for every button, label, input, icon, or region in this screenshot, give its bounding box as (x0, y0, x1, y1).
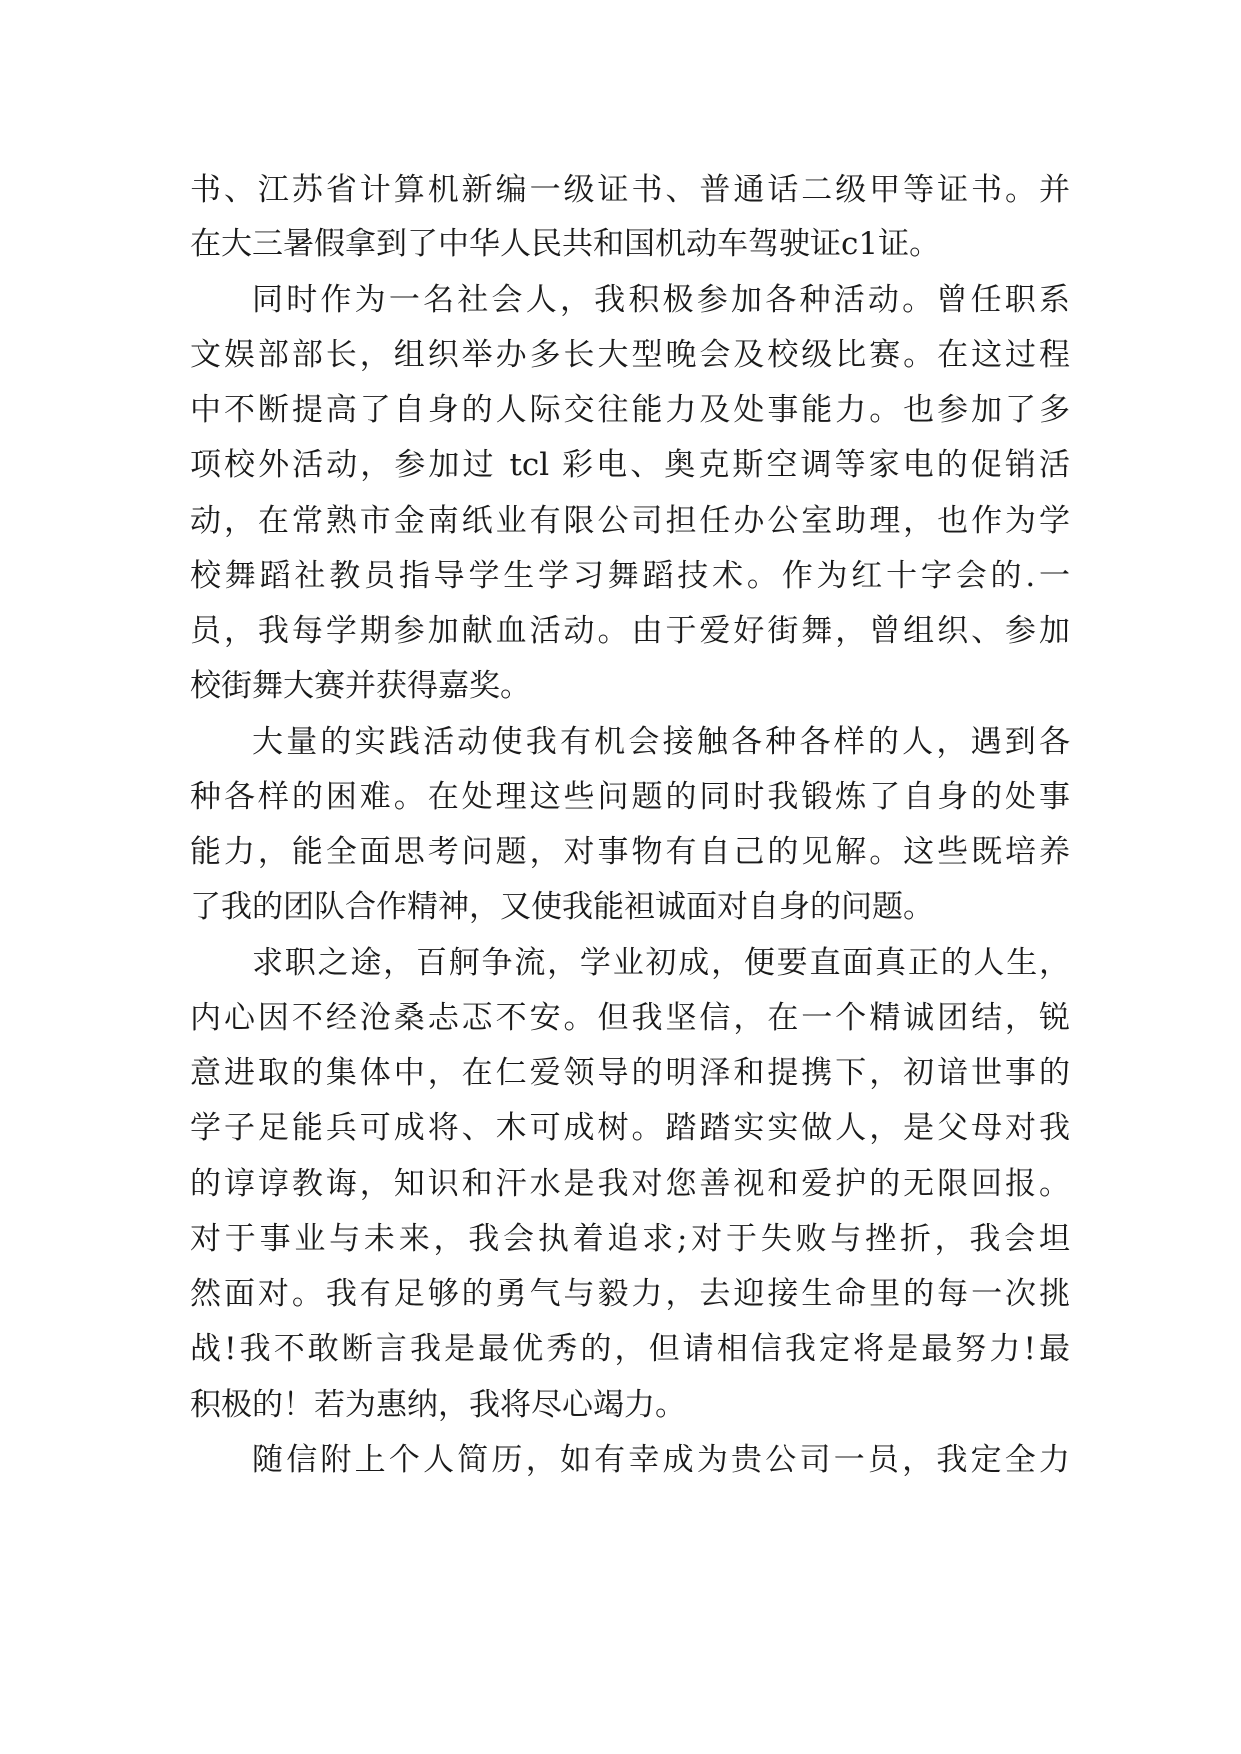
text-line: 员，我每学期参加献血活动。由于爱好街舞，曾组织、参加 (190, 613, 1070, 649)
paragraph-first-line: 随信附上个人简历，如有幸成为贵公司一员，我定全力 (252, 1442, 1070, 1478)
paragraph-first-line: 求职之途，百舸争流，学业初成，便要直面真正的人生， (252, 945, 1070, 981)
text-line: 意进取的集体中，在仁爱领导的明泽和提携下，初谙世事的 (190, 1055, 1070, 1091)
text-line: 然面对。我有足够的勇气与毅力，去迎接生命里的每一次挑 (190, 1276, 1070, 1312)
text-line: 的谆谆教诲，知识和汗水是我对您善视和爱护的无限回报。 (190, 1166, 1070, 1202)
text-line: 校舞蹈社教员指导学生学习舞蹈技术。作为红十字会的.一 (190, 558, 1070, 594)
text-line: 战!我不敢断言我是最优秀的，但请相信我定将是最努力!最 (190, 1331, 1070, 1367)
text-line: 中不断提高了自身的人际交往能力及处事能力。也参加了多 (190, 392, 1070, 428)
paragraph-first-line: 大量的实践活动使我有机会接触各种各样的人，遇到各 (252, 724, 1070, 760)
paragraph-first-line: 同时作为一名社会人，我积极参加各种活动。曾任职系 (252, 282, 1070, 318)
text-line: 校街舞大赛并获得嘉奖。 (190, 668, 531, 704)
text-line: 学子足能兵可成将、木可成树。踏踏实实做人，是父母对我 (190, 1110, 1070, 1146)
text-line: 项校外活动，参加过 tcl 彩电、奥克斯空调等家电的促销活 (190, 447, 1070, 483)
text-line: 书、江苏省计算机新编一级证书、普通话二级甲等证书。并 (190, 172, 1070, 208)
text-line: 对于事业与未来，我会执着追求;对于失败与挫折，我会坦 (190, 1221, 1070, 1257)
text-line: 在大三暑假拿到了中华人民共和国机动车驾驶证c1证。 (190, 226, 941, 262)
text-line: 积极的！若为惠纳，我将尽心竭力。 (190, 1387, 686, 1423)
text-line: 内心因不经沧桑忐忑不安。但我坚信，在一个精诚团结，锐 (190, 1000, 1070, 1036)
text-line: 文娱部部长，组织举办多长大型晚会及校级比赛。在这过程 (190, 337, 1070, 373)
text-line: 种各样的困难。在处理这些问题的同时我锻炼了自身的处事 (190, 779, 1070, 815)
text-line: 动，在常熟市金南纸业有限公司担任办公室助理，也作为学 (190, 503, 1070, 539)
text-line: 了我的团队合作精神，又使我能袒诚面对自身的问题。 (190, 889, 934, 925)
text-line: 能力，能全面思考问题，对事物有自己的见解。这些既培养 (190, 834, 1070, 870)
